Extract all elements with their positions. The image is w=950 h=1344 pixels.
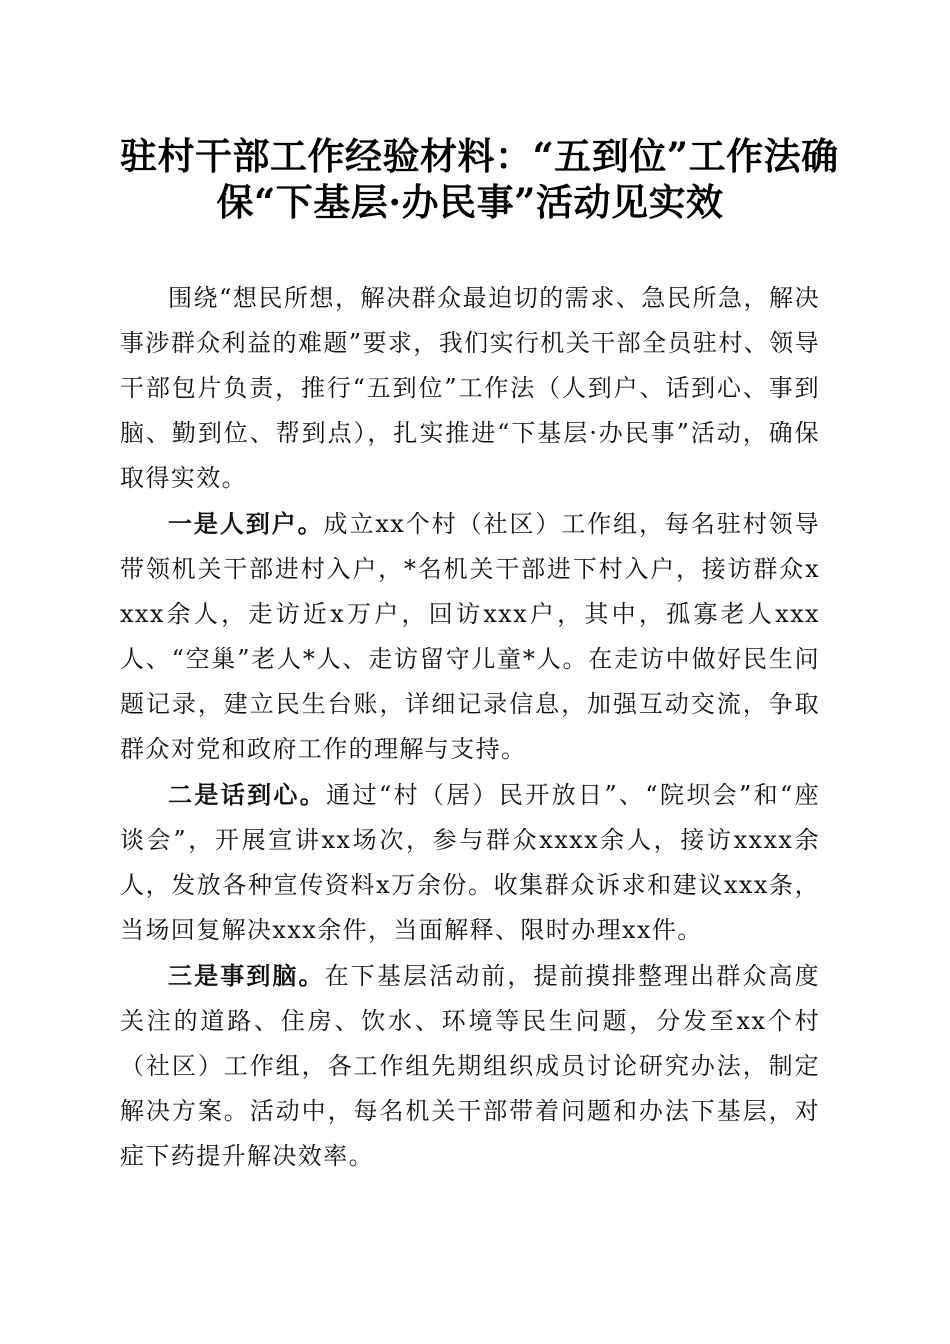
section-paragraph-2: [120, 772, 820, 953]
document-title: [120, 133, 839, 225]
title-line-2: 保“下基层·办民事”活动见实效: [216, 180, 724, 224]
intro-paragraph: 围绕“想民所想，解决群众最迫切的需求、急民所急，解决事涉群众利益的难题”要求，我们实行机关干部全员驻村、领导干部包片负责，推行“五到位”工作法（人到户、话到心、事到脑、勤到位、帮到点），扎实推进“下基层·办民事”活动，确保取得实效。: [120, 284, 820, 492]
section-lead-1: 一是人到户。: [168, 509, 324, 538]
section-text-3: 在下基层活动前，提前摸排整理出群众高度关注的道路、住房、饮水、环境等民生问题，分发至xx个村（社区）工作组，各工作组先期组织成员讨论研究办法，制定解决方案。活动中，每名机关干部带着问题和办法下基层，对症下药提升解决效率。: [120, 962, 820, 1170]
section-text-2: 通过“村（居）民开放日”、“院坝会”和“座谈会”，开展宣讲xx场次，参与群众xxxx余人，接访xxxx余人，发放各种宣传资料x万余份。收集群众诉求和建议xxx条，当场回复解决xxx余件，当面解释、限时办理xx件。: [120, 781, 820, 944]
section-text-1: 成立xx个村（社区）工作组，每名驻村领导带领机关干部进村入户，*名机关干部进下村入户，接访群众xxxx余人，走访近x万户，回访xxx户，其中，孤寡老人xxx人、“空巢”老人*人、走访留守儿童*人。在走访中做好民生问题记录，建立民生台账，详细记录信息，加强互动交流，争取群众对党和政府工作的理解与支持。: [120, 510, 820, 763]
section-paragraph-3: [120, 953, 820, 1179]
section-paragraph-1: [120, 501, 820, 772]
section-lead-2: 二是话到心。: [168, 780, 327, 809]
section-lead-3: 三是事到脑。: [168, 961, 325, 990]
title-line-1: 驻村干部工作经验材料：“五到位”工作法确: [120, 134, 839, 178]
